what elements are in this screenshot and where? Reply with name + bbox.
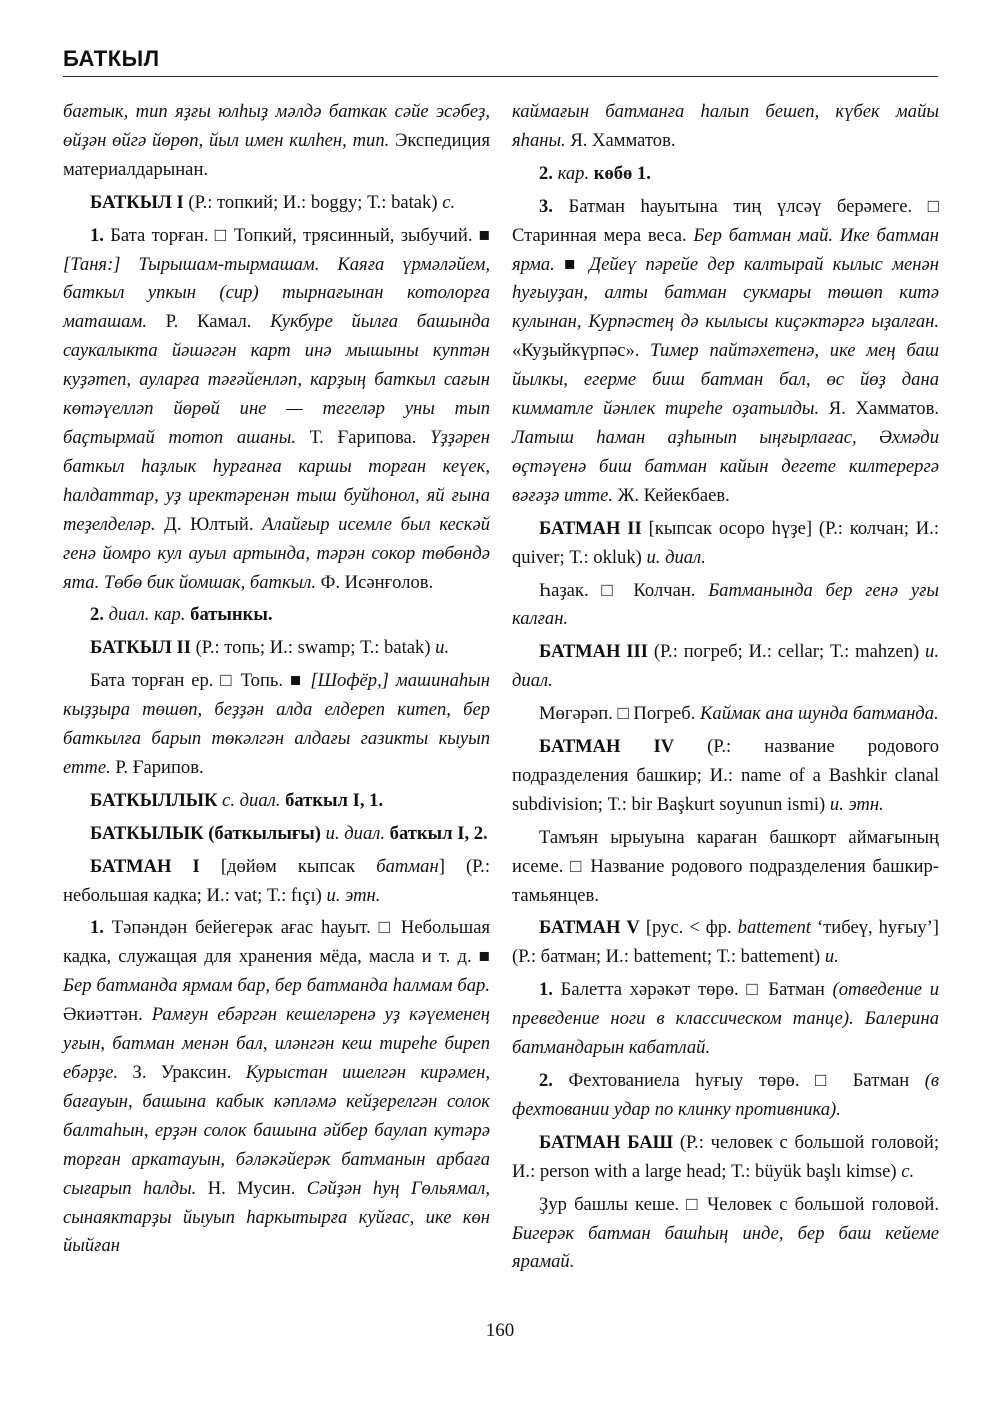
text-run: бағтык, тип яҙғы юлһыҙ мәлдә баткак сәйе эсәбеҙ, өйҙән өйгә йөрөп, йыл имен килһен, тип. [63, 101, 490, 151]
right-paragraph [512, 1129, 939, 1187]
text-run: БАТКЫЛЫК (баткылығы) [90, 822, 321, 844]
text-run: Алайғыр исемле был кескәй генә йомро кул ауыл артында, тәрән сокор төбөндә ята. Төбө бик йомшак, баткыл. [63, 513, 490, 593]
text-run: көбө 1. [593, 162, 651, 184]
text-run: Батман һауытына тиң үлсәү берәмеге. □ Старинная мера веса. [512, 195, 939, 246]
right-paragraph [512, 976, 939, 1063]
text-run: ] (Р.: небольшая кадка; И.: vat; Т.: fıçı) [63, 855, 491, 906]
text-run: [кыпсак осоро һүҙе] (Р.: колчан; И.: quiver; Т.: okluk) [512, 517, 939, 568]
right-paragraph [512, 824, 939, 911]
text-run: Бер батман май. Ике батман ярма. [512, 224, 940, 275]
text-run: и. [435, 637, 450, 659]
right-paragraph [512, 577, 939, 635]
text-run: [дөйөм кыпсак [199, 855, 377, 877]
left-paragraph [63, 914, 490, 1261]
text-run: Фехтованиела һуғыу төрө. □ Батман [552, 1070, 925, 1091]
text-run: Тамъян ырыуына караған башкорт аймағының исеме. □ Название родового подразделения башкир-тамьянцев. [512, 826, 939, 906]
text-run: Д. Юлтый. [155, 513, 263, 535]
text-run: кар. [557, 162, 590, 184]
text-run: Бата торған ер. □ Топь. ■ [90, 670, 311, 692]
text-run: (Р.: погреб; И.: cellar; Т.: mahzen) [648, 641, 926, 663]
right-paragraph [512, 515, 939, 573]
right-paragraph [512, 1191, 939, 1278]
text-run: Р. Ғарипов. [110, 756, 204, 778]
text-run: 1. [90, 224, 104, 246]
text-run: (Р.: топь; И.: swamp; Т.: batak) [190, 637, 436, 659]
text-run: [Таня:] Тырышам-тырмашам. Каяға үрмәләйем, баткыл упкын (сир) тырнағынан котолорға маташам. [63, 253, 490, 333]
text-run: (Р.: название родового подразделения башкир; И.: name of a Bashkir clanal subdivision; Т.: bir Başkurt soyunun ismi) [512, 736, 939, 815]
text-run: БАТКЫЛЛЫК [90, 789, 218, 811]
left-paragraph [63, 667, 490, 783]
text-run: Батманында бер генә уғы калған. [512, 579, 939, 630]
text-run: и. диал. [325, 822, 386, 844]
text-run: Бигерәк батман башһың инде, бер баш кейеме ярамай. [512, 1222, 939, 1273]
text-run: баткыл I, 2. [389, 822, 488, 844]
text-run: баткыл I, 1. [285, 789, 384, 811]
page-number: 160 [485, 1320, 515, 1341]
left-paragraph [63, 853, 490, 911]
text-run: БАТМАН II [539, 517, 642, 539]
right-paragraph [512, 98, 939, 156]
left-paragraph [63, 601, 490, 630]
text-run: Я. Хамматов. [565, 129, 676, 151]
text-run: БАТМАН БАШ [539, 1131, 674, 1153]
left-paragraph [63, 189, 490, 218]
text-run: диал. кар. [108, 604, 186, 626]
text-run: и. этн. [829, 793, 884, 815]
text-run: 3. [539, 195, 553, 217]
running-head: БАТКЫЛ [63, 46, 160, 71]
right-paragraph [512, 1067, 939, 1125]
text-run: Н. Мусин. [196, 1177, 307, 1199]
text-run: Балетта хәрәкәт төрө. □ Батман [552, 979, 833, 1001]
right-column [512, 98, 939, 1281]
text-run: Сәйҙән һуң Гөльямал, сынаяктарҙы йыуып һаркытырға куйғас, ике көн йыйған [63, 1177, 490, 1257]
text-run: З. Ураксин. [118, 1062, 246, 1083]
left-paragraph [63, 787, 490, 816]
text-run: Рамғун ебәргән кешеләренә уҙ кәүеменең уғын, батман менән бал, иләнгән кеш тиреһе биреп ебәрҙе. [63, 1004, 490, 1083]
text-run: (в фехтовании удар по клинку противника). [512, 1070, 939, 1120]
text-run: 1. [90, 917, 104, 939]
right-paragraph [512, 914, 939, 972]
right-paragraph [512, 700, 939, 729]
right-paragraph [512, 193, 939, 511]
text-run: Бата торған. □ Топкий, трясинный, зыбучий. ■ [103, 224, 490, 246]
text-run: ‘тибеү, һуғыу’] (Р.: батман; И.: battement; Т.: battement) [512, 917, 940, 968]
text-run: Каймак ана шунда батманда. [700, 703, 939, 725]
left-paragraph [63, 634, 490, 663]
text-run: (Р.: топкий; И.: boggy; Т.: batak) [183, 191, 443, 213]
text-run: БАТМАН IV [539, 736, 675, 758]
text-run: [Шофёр,] машинаһын кыҙҙыра төшөп, беҙҙән алда елдереп китеп, бер баткылға барып төкәлгән алдағы газикты кыуып етте. [63, 670, 490, 778]
text-run: Әкиәттән. [63, 1004, 152, 1026]
text-run: БАТМАН V [539, 917, 640, 939]
text-run: Латыш һаман аҙһынып ыңғырлағас, Әхмәди өҫтәүенә биш батман кайын дегете килтерергә вәғәҙә итте. [512, 426, 939, 506]
text-run: Ж. Кейекбаев. [613, 484, 730, 506]
text-run: с. [442, 191, 456, 213]
text-run: Мөгәрәп. □ Погреб. [539, 703, 701, 725]
text-run: Бер батманда ярмам бар, бер батманда һалмам бар. [63, 975, 490, 997]
text-run: Т. Ғарипова. [295, 426, 431, 448]
text-run: Ҙур башлы кеше. □ Человек с большой головой. [539, 1193, 939, 1215]
left-paragraph [63, 98, 490, 185]
text-run: (Р.: человек с большой головой; И.: person with a large head; Т.: büyük başlı kimse) [512, 1131, 939, 1182]
text-run: Экспедиция материалдарынан. [63, 129, 490, 180]
text-run: Үҙҙәрен баткыл һаҙлык һурғанға каршы торған кеүек, һалдаттар, уҙ иректәренән тыш буйһонол, яй ғына теҙелделәр. [63, 426, 490, 535]
text-run: Я. Хамматов. [819, 398, 939, 420]
text-run: батынкы. [190, 604, 273, 626]
text-run: Р. Камал. [146, 311, 271, 333]
text-run: БАТКЫЛ II [90, 637, 191, 659]
text-run: Һаҙак. □ Колчан. [539, 579, 709, 601]
text-run: батман [376, 855, 439, 877]
text-run: и. диал. [646, 546, 706, 568]
text-run: ■ [554, 253, 590, 275]
text-run: 1. [539, 979, 553, 1001]
text-run: battement [737, 917, 811, 939]
header-rule [63, 76, 938, 77]
text-run: БАТКЫЛ I [90, 191, 184, 213]
text-run: и. [824, 946, 839, 968]
text-run: Тәпәндән бейегерәк ағас һауыт. □ Небольшая кадка, служащая для хранения мёда, масла и т. д. ■ [63, 917, 490, 968]
text-run: Дейеү пәрейе дер калтырай кылыс менән һуғыуҙан, алты батман сукмары төшөп китә кулынан, Курпәстең дә кылысы киҫәктәргә ыҙалған. [512, 253, 940, 333]
left-paragraph [63, 820, 490, 849]
text-run: и. этн. [326, 884, 381, 906]
text-run: БАТМАН I [90, 855, 200, 877]
text-run: 2. [90, 604, 104, 626]
left-column [63, 98, 490, 1265]
right-paragraph [512, 638, 939, 696]
text-run: 2. [539, 162, 553, 184]
right-paragraph [512, 733, 939, 820]
text-run: [рус. < фр. [639, 917, 738, 939]
text-run: и. диал. [512, 641, 939, 692]
text-run: с. [901, 1160, 915, 1182]
text-run: «Куҙыйкүрпәс». [512, 340, 651, 362]
text-run: Ф. Исәнғолов. [316, 571, 434, 593]
text-run: Курыстан ишелгән кирәмен, бағауын, башына кабык кәпләмә кейҙерелгән солок балтаһын, ерҙән солок башына әйбер баулап кутәрә торған аркатауын, бәләкәйерәк батманын арбаға сығарып һалды. [63, 1062, 490, 1199]
left-paragraph [63, 222, 490, 598]
text-run: Кукбуре йылға башында саукалыкта йәшәгән карт инә мышыны куптән куҙәтеп, ауларға тәғәйенләп, карҙың баткыл сағын көтәүелләп йөрөй ине — тегеләр уны тып баҫтырмай тотоп ашаны. [63, 311, 490, 448]
text-run: БАТМАН III [539, 641, 648, 663]
right-paragraph [512, 160, 939, 189]
text-run: Тимер пайтәхетенә, ике мең баш йылкы, егерме биш батман бал, өс йөҙ дана кимматле йәнлек тиреһе оҙатылды. [512, 340, 940, 420]
text-run: с. диал. [222, 789, 281, 811]
text-run: (отведение и преведение ноги в классическом танце). Балерина батмандарын кабатлай. [512, 979, 939, 1059]
text-run: 2. [539, 1070, 553, 1091]
text-run: каймағын батманға һалып бешеп, күбек майы яһаны. [512, 101, 939, 151]
